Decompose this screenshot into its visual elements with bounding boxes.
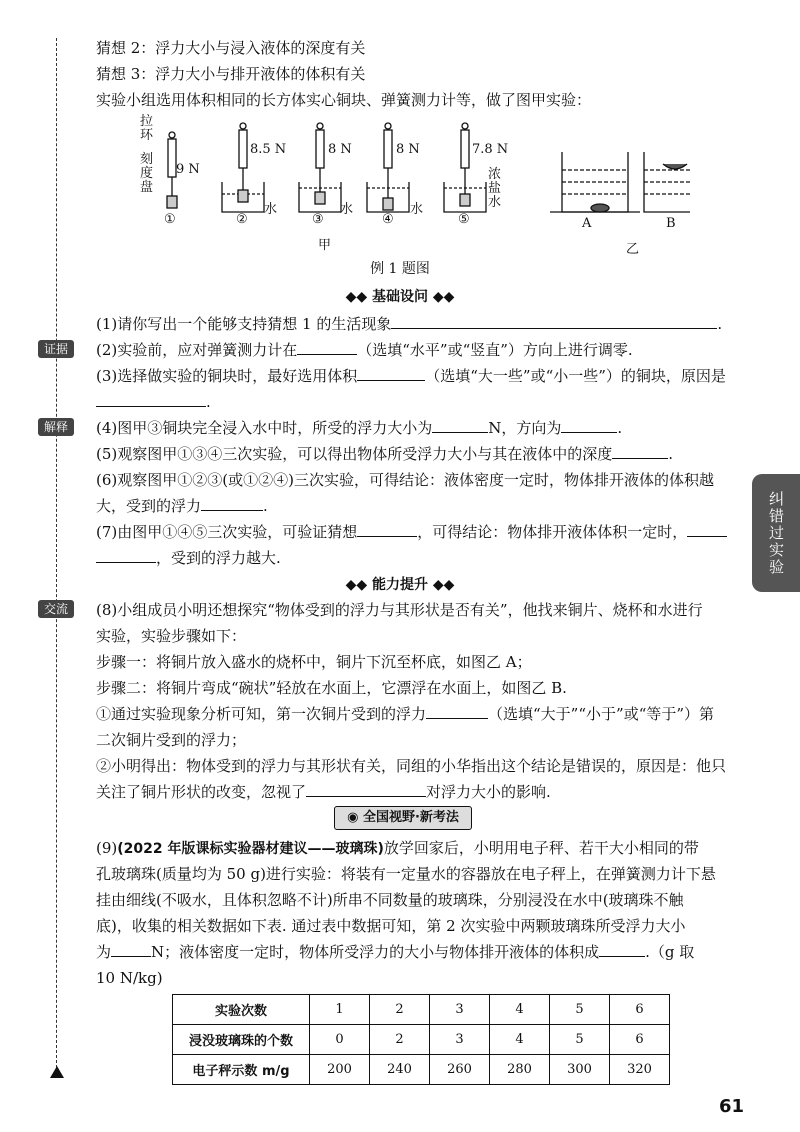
margin-dashed-line [56,38,57,1073]
question-9-l2: 孔玻璃珠(质量均为 50 g)进行实验：将装有一定量水的容器放在电子秤上，在弹簧测力计下悬 [96,865,716,883]
liquid-4: 水 [410,202,424,217]
side-tab: 纠错过实验 [752,474,800,592]
question-8-l2: 实验，实验步骤如下： [96,627,247,645]
question-1: (1)请你写出一个能够支持猜想 1 的生活现象 . [96,315,723,333]
label-A: A [582,216,592,231]
table-row: 电子秤示数 m/g 200 240 260 280 300 320 [173,1055,670,1085]
question-7: (7)由图甲①④⑤三次实验，可验证猜想 ，可得结论：物体排开液体体积一定时， [96,522,727,542]
experiment-figure [130,112,690,252]
question-9-l6: 10 N/kg) [96,969,163,987]
num-2: ② [236,212,248,227]
step-1: 步骤一：将铜片放入盛水的烧杯中，铜片下沉至杯底，如图乙 A； [96,653,532,671]
question-9-l4: 底)，收集的相关数据如下表. 通过表中数据可知，第 2 次实验中两颗玻璃珠所受浮力大小 [96,917,686,935]
question-8-sub1: ①通过实验现象分析可知，第一次铜片受到的浮力 （选填“大于”“小于”或“等于”）第 [96,705,715,723]
label-yi: 乙 [626,242,640,257]
section-advanced: ◆◆ 能力提升 ◆◆ [345,577,455,593]
question-8-sub2: ②小明得出：物体受到的浮力与其形状有关，同组的小华指出这个结论是错误的，原因是：他只 [96,757,727,775]
intro-text: 实验小组选用体积相同的长方体实心铜块、弹簧测力计等，做了图甲实验： [96,91,592,109]
container-A [550,152,640,212]
eye-icon: ◉ [347,810,363,825]
container-B [644,152,690,212]
beaker-4 [367,123,409,212]
tag-explain: 解释 [38,418,74,436]
reading-3: 8 N [328,142,352,157]
question-9-l5: 为 N；液体密度一定时，物体所受浮力的大小与物体排开液体的体积成 .（g 取 [96,943,695,961]
label-B: B [666,216,676,231]
badge-national-view: ◉ 全国视野·新考法 [334,806,472,830]
label-jia: 甲 [318,238,332,253]
data-table [172,994,670,1085]
reading-1: 9 N [176,162,200,177]
figure-caption: 例 1 题图 [370,261,430,277]
question-7-cont: ，受到的浮力越大. [96,548,281,568]
tag-communicate: 交流 [38,600,74,618]
question-8-sub2-cont: 关注了铜片形状的改变，忽视了 对浮力大小的影响. [96,783,551,801]
beaker-5 [444,123,486,212]
tag-evidence: 证据 [38,340,74,358]
guess-3: 猜想 3：浮力大小与排开液体的体积有关 [96,65,366,83]
table-row: 实验次数 1 2 3 4 5 6 [173,995,670,1025]
section-basic: ◆◆ 基础设问 ◆◆ [345,289,455,305]
question-8: (8)小组成员小明还想探究“物体受到的浮力与其形状是否有关”，他找来铜片、烧杯和水进行 [96,601,703,619]
question-8-sub1-cont: 二次铜片受到的浮力； [96,731,247,749]
question-9-l3: 挂由细线(不吸水，且体积忽略不计)所串不同数量的玻璃珠，分别浸没在水中(玻璃珠不触 [96,891,684,909]
liquid-3: 水 [340,202,354,217]
reading-2: 8.5 N [250,142,287,157]
num-5: ⑤ [458,212,470,227]
question-3: (3)选择做实验的铜块时，最好选用体积 （选填“大一些”或“小一些”）的铜块，原因是 [96,367,726,385]
margin-arrow-icon [50,1066,64,1078]
num-1: ① [164,212,176,227]
scale-labels: 拉 环 刻 度 盘 [140,114,154,195]
page-number: 61 [718,1096,744,1117]
question-4: (4)图甲③铜块完全浸入水中时，所受的浮力大小为 N，方向为 . [96,419,623,437]
beaker-3 [299,123,341,212]
liquid-2: 水 [264,202,278,217]
question-9: (9)(2022 年版课标实验器材建议——玻璃珠)放学回家后，小明用电子秤、若干大小相同的带 [96,839,699,857]
question-3-cont: . [96,392,211,412]
question-5: (5)观察图甲①③④三次实验，可以得出物体所受浮力大小与其在液体中的深度 . [96,445,674,463]
guess-2: 猜想 2：浮力大小与浸入液体的深度有关 [96,39,366,57]
num-3: ③ [312,212,324,227]
beaker-2 [222,123,264,212]
step-2: 步骤二：将铜片弯成“碗状”轻放在水面上，它漂浮在水面上，如图乙 B. [96,679,567,697]
num-4: ④ [382,212,394,227]
table-row: 浸没玻璃珠的个数 0 2 3 4 5 6 [173,1025,670,1055]
question-6-cont: 大，受到的浮力 . [96,497,268,515]
reading-4: 8 N [396,142,420,157]
liquid-5: 浓 盐 水 [488,167,502,210]
question-6: (6)观察图甲①②③(或①②④)三次实验，可得结论：液体密度一定时，物体排开液体的体积越 [96,471,714,489]
reading-5: 7.8 N [472,142,509,157]
question-2: (2)实验前，应对弹簧测力计在 （选填“水平”或“竖直”）方向上进行调零. [96,341,633,359]
